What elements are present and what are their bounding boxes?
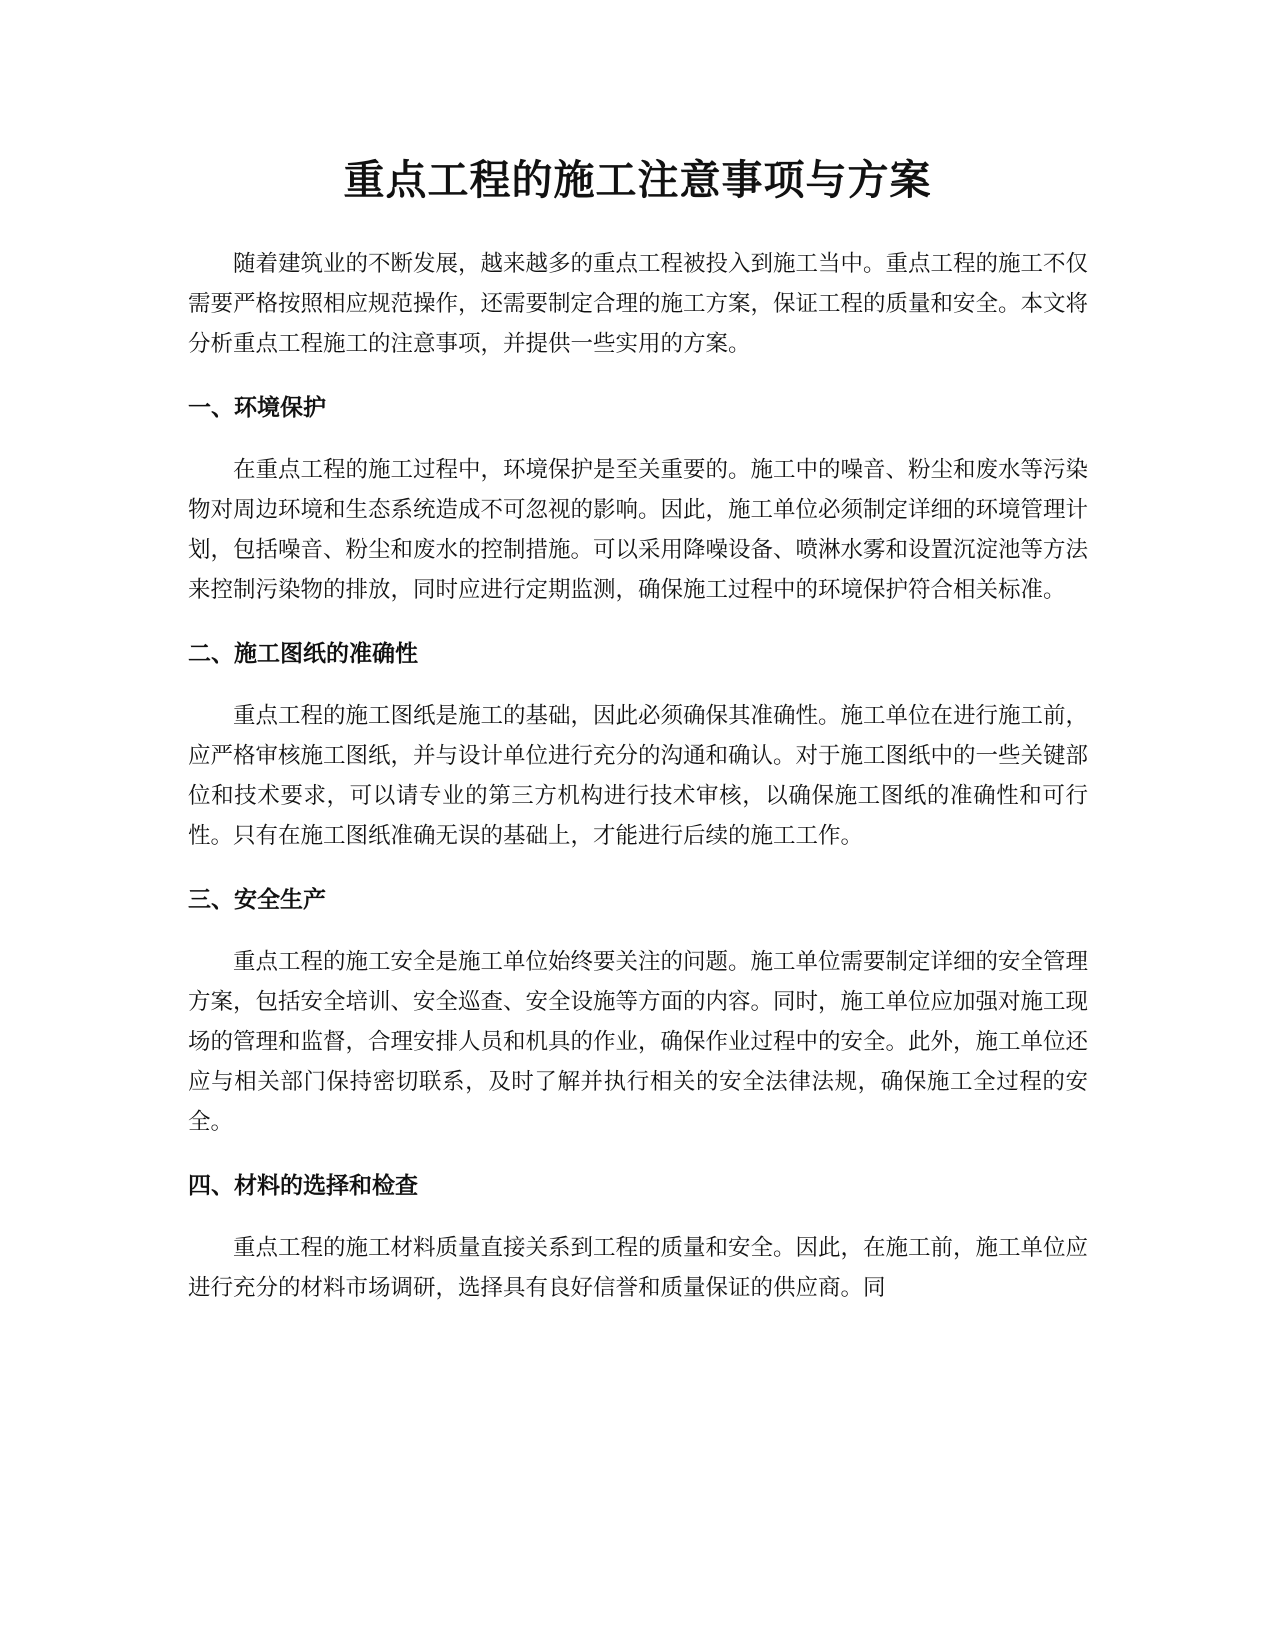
document-body [188, 244, 1088, 1308]
section-paragraph: 在重点工程的施工过程中，环境保护是至关重要的。施工中的噪音、粉尘和废水等污染物对周边环境和生态系统造成不可忽视的影响。因此，施工单位必须制定详细的环境管理计划，包括噪音、粉尘和废水的控制措施。可以采用降噪设备、喷淋水雾和设置沉淀池等方法来控制污染物的排放，同时应进行定期监测，确保施工过程中的环境保护符合相关标准。 [188, 457, 1089, 603]
section-heading: 一、环境保护 [188, 395, 326, 421]
document-title: 重点工程的施工注意事项与方案 [343, 156, 932, 204]
section-paragraph: 重点工程的施工安全是施工单位始终要关注的问题。施工单位需要制定详细的安全管理方案，包括安全培训、安全巡查、安全设施等方面的内容。同时，施工单位应加强对施工现场的管理和监督，合理安排人员和机具的作业，确保作业过程中的安全。此外，施工单位还应与相关部门保持密切联系，及时了解并执行相关的安全法律法规，确保施工全过程的安全。 [188, 949, 1089, 1135]
section-heading: 三、安全生产 [188, 887, 326, 913]
section-environment [188, 388, 1088, 610]
section-safety [188, 880, 1088, 1142]
section-materials [188, 1166, 1088, 1308]
section-paragraph: 重点工程的施工图纸是施工的基础，因此必须确保其准确性。施工单位在进行施工前，应严格审核施工图纸，并与设计单位进行充分的沟通和确认。对于施工图纸中的一些关键部位和技术要求，可以请专业的第三方机构进行技术审核，以确保施工图纸的准确性和可行性。只有在施工图纸准确无误的基础上，才能进行后续的施工工作。 [188, 703, 1089, 849]
section-paragraph: 重点工程的施工材料质量直接关系到工程的质量和安全。因此，在施工前，施工单位应进行充分的材料市场调研，选择具有良好信誉和质量保证的供应商。同 [188, 1235, 1089, 1301]
section-heading: 二、施工图纸的准确性 [188, 641, 418, 667]
intro-paragraph: 随着建筑业的不断发展，越来越多的重点工程被投入到施工当中。重点工程的施工不仅需要严格按照相应规范操作，还需要制定合理的施工方案，保证工程的质量和安全。本文将分析重点工程施工的注意事项，并提供一些实用的方案。 [188, 251, 1089, 357]
section-drawings [188, 634, 1088, 856]
section-heading: 四、材料的选择和检查 [188, 1173, 418, 1199]
